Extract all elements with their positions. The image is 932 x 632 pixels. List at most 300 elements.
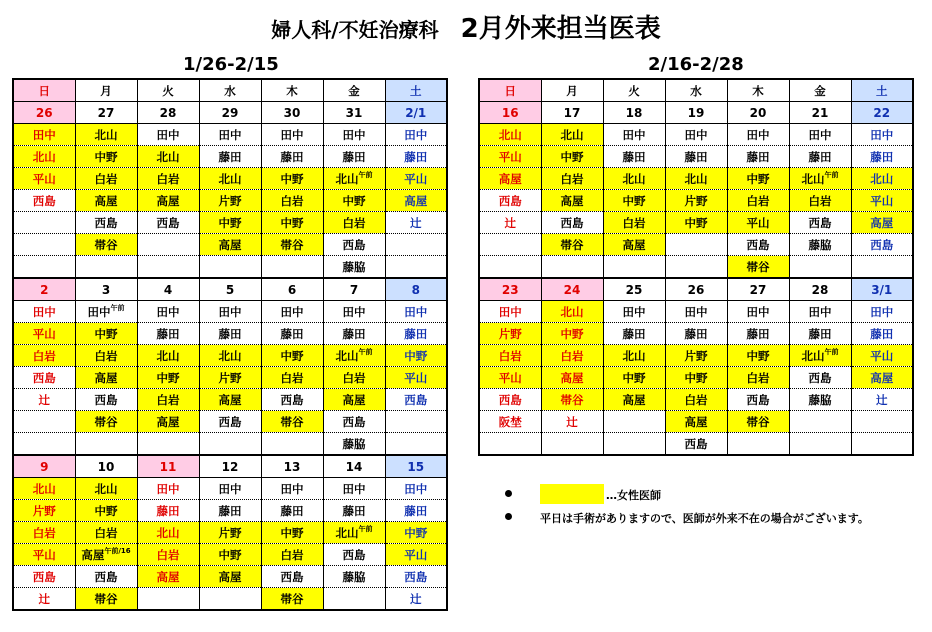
doctor-name: 平山 — [870, 193, 894, 208]
doctor-cell — [75, 190, 137, 212]
doctor-name: 田中 — [32, 304, 56, 319]
weekday-header: 木 — [261, 79, 323, 102]
doctor-row — [13, 500, 447, 522]
doctor-row — [13, 389, 447, 411]
doctor-cell — [323, 478, 385, 500]
doctor-name: 田中 — [280, 304, 304, 319]
doctor-name: 白岩 — [560, 348, 584, 363]
doctor-name: 帯谷 — [94, 414, 118, 429]
doctor-cell — [541, 124, 603, 146]
doctor-cell — [13, 566, 75, 588]
doctor-name: 藤脇 — [342, 259, 366, 274]
doctor-name: 阪埜 — [498, 414, 522, 429]
doctor-name: 白岩 — [746, 193, 770, 208]
doctor-name: 西島 — [94, 215, 118, 230]
doctor-row — [13, 345, 447, 367]
doctor-name: 北山 — [156, 525, 180, 540]
doctor-cell — [137, 168, 199, 190]
doctor-name: 北山 — [32, 149, 56, 164]
date-row — [13, 102, 447, 124]
doctor-cell — [603, 389, 665, 411]
doctor-cell — [75, 124, 137, 146]
doctor-cell — [665, 124, 727, 146]
doctor-name: 白岩 — [32, 525, 56, 540]
doctor-cell — [75, 345, 137, 367]
doctor-cell — [479, 301, 541, 323]
doctor-cell — [13, 234, 75, 256]
weekday-header-row — [479, 79, 913, 102]
doctor-row — [479, 234, 913, 256]
doctor-name: 田中 — [684, 304, 708, 319]
doctor-cell — [603, 433, 665, 456]
doctor-cell — [323, 146, 385, 168]
date-cell: 8 — [385, 278, 447, 301]
doctor-row — [13, 190, 447, 212]
doctor-cell — [199, 389, 261, 411]
doctor-cell — [851, 256, 913, 279]
weekday-header: 日 — [13, 79, 75, 102]
doctor-cell — [541, 146, 603, 168]
doctor-name: 辻 — [410, 215, 422, 230]
date-row — [13, 455, 447, 478]
doctor-name: 田中 — [218, 304, 242, 319]
date-cell: 14 — [323, 455, 385, 478]
doctor-name: 北山 — [560, 304, 584, 319]
weekday-header-row — [13, 79, 447, 102]
doctor-name: 西島 — [404, 569, 428, 584]
date-cell: 17 — [541, 102, 603, 124]
doctor-cell — [199, 478, 261, 500]
doctor-cell — [75, 588, 137, 611]
doctor-cell — [385, 168, 447, 190]
doctor-cell — [541, 345, 603, 367]
doctor-name: 西島 — [156, 215, 180, 230]
doctor-name: 帯谷 — [560, 237, 584, 252]
doctor-cell — [75, 544, 137, 566]
doctor-row — [479, 411, 913, 433]
doctor-name: 田中 — [218, 481, 242, 496]
doctor-name: 平山 — [32, 326, 56, 341]
doctor-cell — [385, 190, 447, 212]
doctor-name: 中野 — [342, 193, 366, 208]
doctor-row — [13, 544, 447, 566]
doctor-cell — [13, 124, 75, 146]
doctor-cell — [199, 234, 261, 256]
doctor-name: 藤田 — [404, 326, 428, 341]
doctor-name: 辻 — [38, 392, 50, 407]
doctor-name: 中野 — [622, 193, 646, 208]
doctor-name: 西島 — [342, 547, 366, 562]
weekday-header: 土 — [851, 79, 913, 102]
weekday-header: 金 — [789, 79, 851, 102]
doctor-name: 田中 — [280, 481, 304, 496]
doctor-cell — [75, 433, 137, 456]
doctor-name: 辻 — [410, 591, 422, 606]
doctor-name: 西島 — [498, 392, 522, 407]
doctor-name: 北山 — [684, 171, 708, 186]
date-row — [13, 278, 447, 301]
doctor-cell — [603, 367, 665, 389]
time-note: 午前/16 — [104, 546, 131, 555]
date-cell: 3/1 — [851, 278, 913, 301]
doctor-cell — [13, 389, 75, 411]
date-cell: 6 — [261, 278, 323, 301]
doctor-cell — [13, 588, 75, 611]
doctor-name: 辻 — [504, 215, 516, 230]
date-cell: 2 — [13, 278, 75, 301]
doctor-cell — [385, 124, 447, 146]
doctor-name: 片野 — [684, 193, 708, 208]
doctor-name: 高屋 — [218, 392, 242, 407]
doctor-name: 田中 — [156, 481, 180, 496]
doctor-cell — [323, 345, 385, 367]
doctor-cell — [13, 500, 75, 522]
doctor-name: 藤田 — [808, 326, 832, 341]
doctor-cell — [75, 146, 137, 168]
doctor-name: 藤田 — [218, 326, 242, 341]
doctor-cell — [261, 301, 323, 323]
doctor-row — [479, 389, 913, 411]
doctor-name: 藤田 — [870, 326, 894, 341]
date-cell: 27 — [727, 278, 789, 301]
doctor-name: 中野 — [280, 215, 304, 230]
doctor-cell — [385, 212, 447, 234]
date-cell: 16 — [479, 102, 541, 124]
doctor-cell — [75, 323, 137, 345]
doctor-name: 藤田 — [746, 149, 770, 164]
doctor-cell — [479, 190, 541, 212]
doctor-name: 藤田 — [808, 149, 832, 164]
doctor-cell — [851, 234, 913, 256]
doctor-cell — [603, 168, 665, 190]
doctor-cell — [323, 411, 385, 433]
doctor-cell — [261, 323, 323, 345]
doctor-cell — [199, 500, 261, 522]
doctor-cell — [261, 588, 323, 611]
doctor-cell — [665, 367, 727, 389]
doctor-row — [13, 124, 447, 146]
doctor-cell — [323, 500, 385, 522]
doctor-name: 高屋 — [94, 193, 118, 208]
doctor-name: 藤田 — [870, 149, 894, 164]
doctor-name: 白岩 — [622, 215, 646, 230]
date-cell: 29 — [199, 102, 261, 124]
date-row — [479, 278, 913, 301]
date-cell: 27 — [75, 102, 137, 124]
doctor-cell — [665, 411, 727, 433]
date-cell: 19 — [665, 102, 727, 124]
legend-bullet-1 — [505, 490, 512, 497]
doctor-name: 白岩 — [32, 348, 56, 363]
doctor-cell — [727, 212, 789, 234]
doctor-cell — [665, 323, 727, 345]
doctor-cell — [385, 478, 447, 500]
doctor-cell — [385, 566, 447, 588]
doctor-cell — [603, 190, 665, 212]
doctor-name: 平山 — [404, 171, 428, 186]
date-cell: 28 — [789, 278, 851, 301]
time-note: 午前 — [824, 347, 839, 356]
doctor-cell — [665, 301, 727, 323]
doctor-cell — [323, 522, 385, 544]
doctor-row — [479, 301, 913, 323]
doctor-cell — [13, 544, 75, 566]
doctor-cell — [385, 588, 447, 611]
doctor-name: 平山 — [32, 171, 56, 186]
doctor-cell — [851, 345, 913, 367]
doctor-cell — [541, 433, 603, 456]
doctor-name: 平山 — [404, 370, 428, 385]
doctor-cell — [789, 367, 851, 389]
doctor-cell — [385, 522, 447, 544]
doctor-cell — [851, 301, 913, 323]
doctor-cell — [727, 234, 789, 256]
doctor-cell — [137, 301, 199, 323]
doctor-cell — [261, 544, 323, 566]
doctor-cell — [261, 146, 323, 168]
doctor-cell — [479, 433, 541, 456]
doctor-cell — [323, 544, 385, 566]
doctor-cell — [75, 522, 137, 544]
doctor-cell — [199, 433, 261, 456]
doctor-cell — [851, 389, 913, 411]
doctor-cell — [665, 212, 727, 234]
doctor-name: 田中 — [684, 127, 708, 142]
date-cell: 10 — [75, 455, 137, 478]
doctor-name: 片野 — [218, 193, 242, 208]
doctor-name: 中野 — [746, 171, 770, 186]
doctor-row — [479, 146, 913, 168]
doctor-name: 田中 — [342, 304, 366, 319]
weekday-header: 火 — [137, 79, 199, 102]
doctor-name: 西島 — [32, 569, 56, 584]
date-cell: 22 — [851, 102, 913, 124]
doctor-row — [13, 168, 447, 190]
date-cell: 11 — [137, 455, 199, 478]
doctor-name: 西島 — [32, 193, 56, 208]
date-cell: 20 — [727, 102, 789, 124]
doctor-cell — [323, 301, 385, 323]
doctor-cell — [199, 190, 261, 212]
doctor-name: 高屋 — [156, 193, 180, 208]
doctor-name: 高屋 — [156, 414, 180, 429]
doctor-name: 高屋 — [870, 370, 894, 385]
doctor-cell — [479, 124, 541, 146]
doctor-name: 帯谷 — [280, 237, 304, 252]
doctor-name: 高屋 — [94, 370, 118, 385]
doctor-name: 高屋 — [156, 569, 180, 584]
doctor-name: 高屋 — [81, 547, 105, 562]
doctor-cell — [137, 389, 199, 411]
doctor-cell — [13, 190, 75, 212]
time-note: 午前 — [110, 303, 125, 312]
doctor-name: 藤田 — [156, 326, 180, 341]
doctor-cell — [727, 411, 789, 433]
doctor-cell — [13, 433, 75, 456]
doctor-name: 白岩 — [280, 370, 304, 385]
doctor-cell — [479, 411, 541, 433]
doctor-cell — [727, 367, 789, 389]
date-cell: 31 — [323, 102, 385, 124]
doctor-name: 片野 — [218, 525, 242, 540]
schedule-table-1 — [12, 78, 448, 611]
doctor-cell — [727, 345, 789, 367]
doctor-name: 藤脇 — [808, 392, 832, 407]
doctor-cell — [541, 234, 603, 256]
doctor-cell — [665, 256, 727, 279]
doctor-cell — [323, 234, 385, 256]
doctor-name: 田中 — [280, 127, 304, 142]
date-cell: 15 — [385, 455, 447, 478]
doctor-cell — [75, 389, 137, 411]
doctor-name: 西島 — [808, 370, 832, 385]
doctor-cell — [261, 433, 323, 456]
doctor-name: 西島 — [218, 414, 242, 429]
doctor-cell — [851, 168, 913, 190]
doctor-cell — [789, 212, 851, 234]
doctor-cell — [727, 190, 789, 212]
doctor-name: 辻 — [38, 591, 50, 606]
doctor-name: 田中 — [342, 127, 366, 142]
doctor-cell — [261, 234, 323, 256]
doctor-name: 田中 — [808, 304, 832, 319]
doctor-name: 中野 — [684, 215, 708, 230]
doctor-cell — [323, 190, 385, 212]
date-cell: 23 — [479, 278, 541, 301]
doctor-cell — [137, 411, 199, 433]
doctor-cell — [665, 168, 727, 190]
doctor-cell — [199, 367, 261, 389]
doctor-name: 高屋 — [404, 193, 428, 208]
doctor-cell — [385, 389, 447, 411]
doctor-row — [479, 367, 913, 389]
doctor-cell — [137, 367, 199, 389]
doctor-row — [479, 190, 913, 212]
doctor-cell — [603, 411, 665, 433]
doctor-cell — [665, 234, 727, 256]
doctor-cell — [541, 301, 603, 323]
doctor-cell — [789, 190, 851, 212]
doctor-name: 白岩 — [94, 525, 118, 540]
doctor-name: 白岩 — [156, 392, 180, 407]
doctor-name: 田中 — [746, 304, 770, 319]
doctor-cell — [199, 588, 261, 611]
doctor-row — [479, 345, 913, 367]
doctor-cell — [385, 323, 447, 345]
doctor-cell — [199, 411, 261, 433]
doctor-name: 辻 — [876, 392, 888, 407]
date-cell: 13 — [261, 455, 323, 478]
doctor-cell — [385, 301, 447, 323]
doctor-cell — [385, 544, 447, 566]
doctor-cell — [137, 522, 199, 544]
doctor-cell — [137, 124, 199, 146]
doctor-cell — [541, 190, 603, 212]
doctor-cell — [137, 588, 199, 611]
doctor-name: 白岩 — [498, 348, 522, 363]
period-label-1: 1/26-2/15 — [183, 54, 279, 75]
doctor-row — [13, 411, 447, 433]
doctor-name: 田中 — [622, 304, 646, 319]
doctor-cell — [75, 256, 137, 279]
date-cell: 24 — [541, 278, 603, 301]
doctor-name: 白岩 — [94, 348, 118, 363]
doctor-row — [479, 256, 913, 279]
doctor-cell — [603, 345, 665, 367]
doctor-cell — [851, 146, 913, 168]
date-cell: 7 — [323, 278, 385, 301]
doctor-cell — [261, 389, 323, 411]
legend-bullet-2 — [505, 513, 512, 520]
doctor-name: 藤田 — [684, 149, 708, 164]
date-cell: 12 — [199, 455, 261, 478]
doctor-name: 平山 — [498, 149, 522, 164]
doctor-name: 北山 — [218, 171, 242, 186]
doctor-name: 田中 — [746, 127, 770, 142]
doctor-cell — [13, 367, 75, 389]
doctor-name: 平山 — [32, 547, 56, 562]
doctor-name: 片野 — [684, 348, 708, 363]
weekday-header: 日 — [479, 79, 541, 102]
doctor-cell — [385, 234, 447, 256]
doctor-cell — [479, 389, 541, 411]
doctor-cell — [789, 411, 851, 433]
doctor-name: 中野 — [280, 525, 304, 540]
doctor-cell — [479, 168, 541, 190]
doctor-name: 北山 — [801, 171, 825, 186]
doctor-cell — [137, 500, 199, 522]
doctor-cell — [137, 345, 199, 367]
doctor-name: 藤脇 — [808, 237, 832, 252]
doctor-name: 西島 — [498, 193, 522, 208]
weekday-header: 月 — [541, 79, 603, 102]
doctor-cell — [479, 146, 541, 168]
doctor-cell — [789, 389, 851, 411]
doctor-name: 中野 — [746, 348, 770, 363]
doctor-cell — [261, 566, 323, 588]
doctor-cell — [137, 212, 199, 234]
doctor-cell — [665, 190, 727, 212]
doctor-cell — [789, 323, 851, 345]
doctor-cell — [727, 168, 789, 190]
doctor-name: 西島 — [280, 392, 304, 407]
doctor-cell — [13, 146, 75, 168]
date-cell: 18 — [603, 102, 665, 124]
doctor-name: 藤脇 — [342, 436, 366, 451]
doctor-name: 田中 — [808, 127, 832, 142]
doctor-cell — [13, 323, 75, 345]
doctor-cell — [199, 522, 261, 544]
doctor-cell — [385, 256, 447, 279]
doctor-cell — [385, 367, 447, 389]
doctor-name: 白岩 — [94, 171, 118, 186]
doctor-name: 中野 — [280, 348, 304, 363]
doctor-row — [479, 168, 913, 190]
doctor-cell — [479, 345, 541, 367]
date-cell: 30 — [261, 102, 323, 124]
doctor-name: 帯谷 — [746, 414, 770, 429]
doctor-cell — [323, 212, 385, 234]
date-cell: 9 — [13, 455, 75, 478]
doctor-name: 北山 — [335, 348, 359, 363]
doctor-cell — [789, 256, 851, 279]
doctor-name: 中野 — [560, 326, 584, 341]
doctor-name: 藤田 — [342, 503, 366, 518]
doctor-cell — [789, 345, 851, 367]
doctor-cell — [137, 146, 199, 168]
doctor-name: 田中 — [870, 127, 894, 142]
doctor-cell — [603, 256, 665, 279]
